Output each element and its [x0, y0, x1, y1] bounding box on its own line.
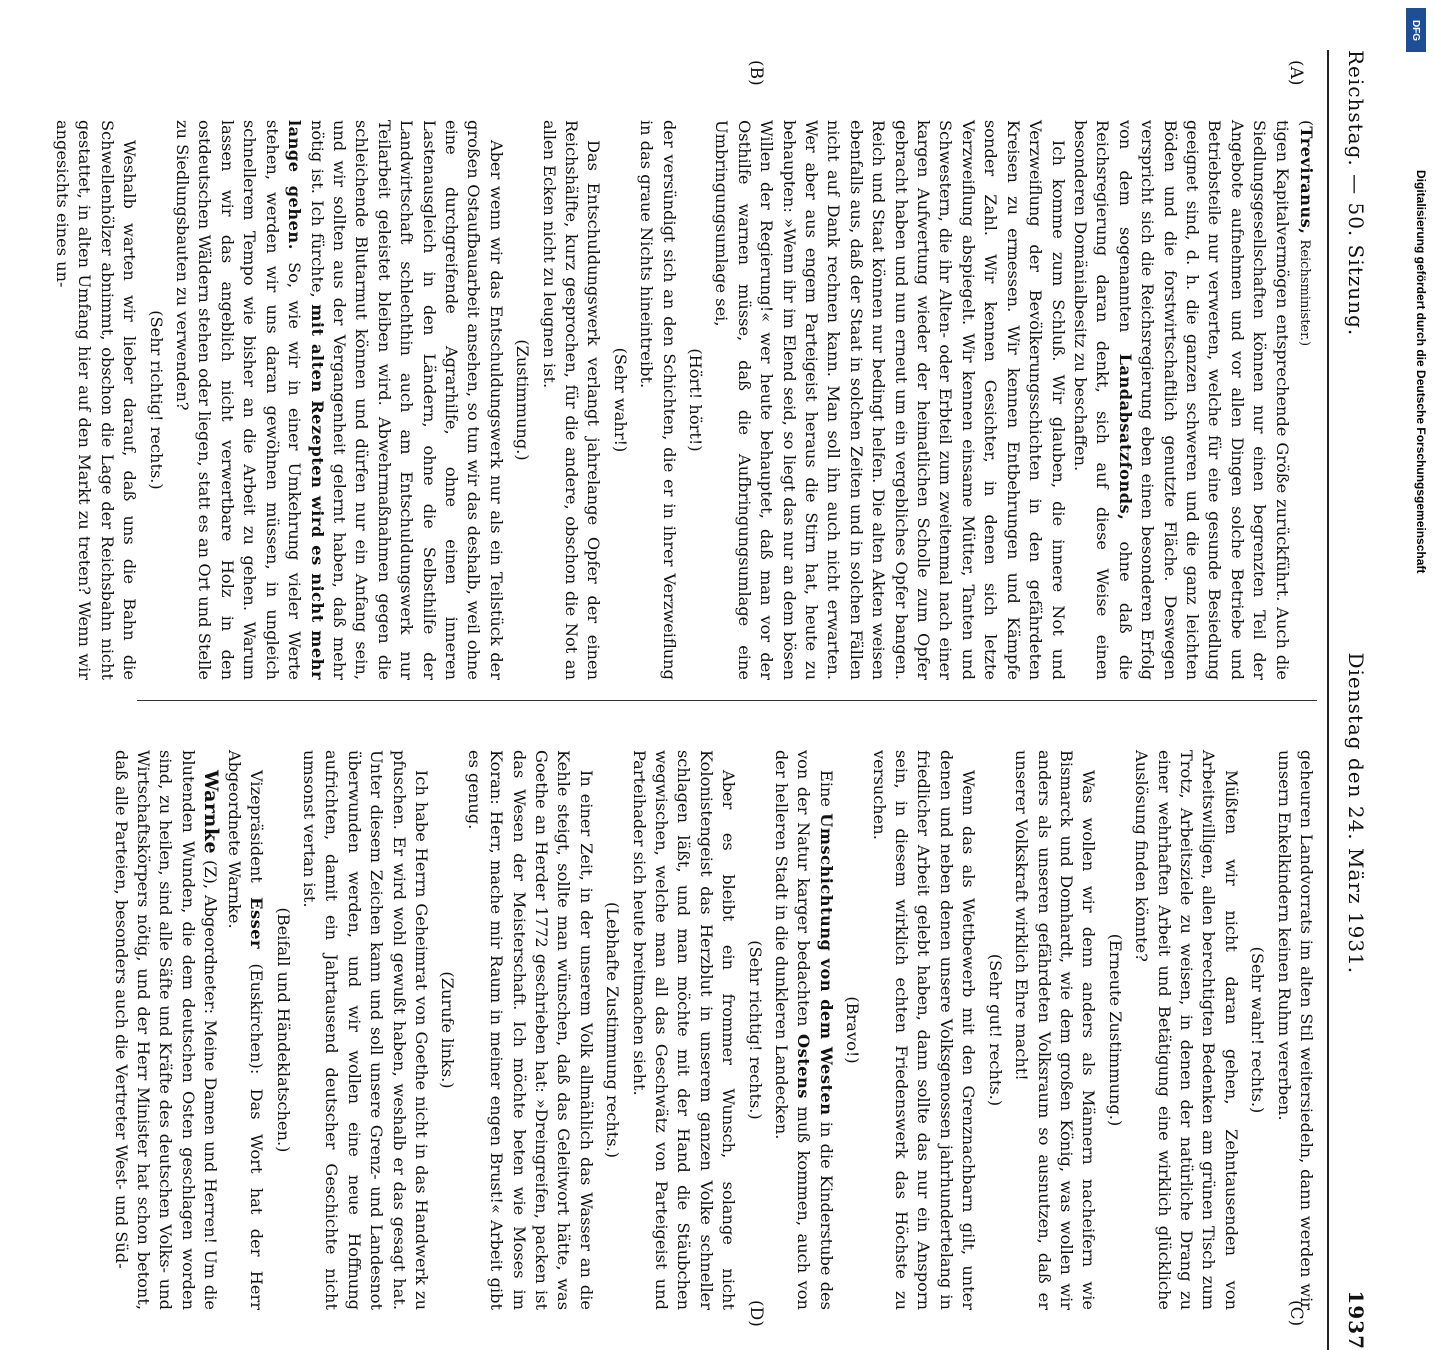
paragraph: Ich komme zum Schluß. Wir glauben, die innere Not und Verzweiflung der Bevölkerungsschichten in den gefährdeten Kreisen zu ermessen. Wir kennen Entbehrungen und Kämpfe sonder Zahl. Wir kennen Gesichter, in denen sich letzte Verzweiflung abspiegelt. Wir kennen einsame Mütter, Tanten und Schwestern, die ihr Alten- oder Erbteil zum zweitenmal nach einer kargen Aufwertung wieder der heimatlichen Scholle zum Opfer gebracht haben und nun erneut um ein vergebliches Opfer bangen. Reich und Staat können nur bedingt helfen. Die alten Akten weisen ebenfalls aus, daß der Staat in solchen Zeiten und in solchen Fällen nicht auf Dank rechnen kann. Man soll ihn auch nicht erwarten. Wer aber aus engem Parteigeist heraus die Stirn hat, heute zu behaupten: »Wenn ihr im Elend seid, so liegt das nur an dem bösen Willen der Regierung!« wer heute behauptet, daß man vor der Osthilfe warnen müsse, daß die Aufbringungsumlage eine Umbringungsumlage sei,	[712, 120, 1068, 680]
paragraph: Weshalb warten wir lieber darauf, daß uns die Bahn die Schwellenhölzer abnimmt, obschon die Lage der Reichsbahn nicht gestattet, in alten Umfang hier auf den Markt zu treten? Wenn wir angesichts eines un-	[53, 120, 140, 680]
margin-mark-d: (D)	[746, 1300, 766, 1327]
column-divider	[137, 700, 1317, 701]
paragraph: Aber es bleibt ein frommer Wunsch, solange nicht Kolonistengeist das Herzblut in unserem ganzen Volke schneller schlagen läßt, und man möchte mit der Hand die Stäubchen wegwischen, welche man all das Geschwätz von Parteigeist und Parteihader sich heute breitmachen sieht.	[629, 750, 739, 1310]
dfg-logo: DFG	[1406, 8, 1426, 52]
header-rule	[1327, 50, 1329, 1350]
bold-name: Esser	[247, 897, 267, 950]
paragraph: Vizepräsident Esser (Euskirchen): Das Wort hat der Herr Abgeordnete Warnke.	[224, 750, 267, 1310]
interjection: (Hört! hört!)	[686, 348, 706, 452]
left-column	[51, 120, 1317, 680]
interjection: (Sehr wahr!)	[610, 347, 630, 453]
interjection: (Beifall und Händeklatschen.)	[273, 907, 293, 1153]
paragraph: der versündigt sich an den Schichten, die er in ihrer Verzweiflung in das graue Nichts hineintreibt.	[637, 120, 679, 680]
interjection: (Zustimmung.)	[513, 339, 533, 461]
interjection: (Bravo!)	[843, 996, 863, 1064]
side-credit	[1404, 10, 1428, 990]
margin-mark-b: (B)	[746, 60, 766, 86]
paragraph: Aber wenn wir das Entschuldungswerk nur als ein Teilstück der großen Ostaufbauarbeit ansehen, so tun wir das deshalb, weil ohne eine durchgreifende Agrarhilfe, ohne einen inneren Lastenausgleich in den Ländern, ohne die Selbsthilfe der Landwirtschaft schlechthin auch am Entschuldungswerk nur Teilarbeit geleistet bleiben wird. Abwehrmaßnahmen gegen die schleichende Blutarmut können und dürfen nur ein Anfang sein, und wir sollten aus der Vergangenheit gelernt haben, daß mehr nötig ist. Ich fürchte, mit alten Rezepten wird es nicht mehr lange gehen. So, wie wir in einer Umkehrung vieler Werte stehen, werden wir uns daran gewöhnen müssen, in ungleich schnellerem Tempo wie bisher an die Arbeit zu gehen. Warum lassen wir das angeblich nicht verwertbare Holz in den ostdeutschen Wäldern stehen oder liegen, statt es an Ort und Stelle zu Siedlungsbauten zu verwenden?	[173, 120, 506, 680]
interjection: (Zurufe links.)	[438, 971, 458, 1089]
paragraph: Was wollen wir denn anders als Männern nacheifern wie Bismarck und Domhardt, wie dem großen König, was wollen wir anders als unseren gefährdeten Volksraum so ausnutzen, daß er unserer Volkskraft wirklich Ehre macht!	[1012, 750, 1099, 1310]
page-header	[1333, 50, 1367, 1350]
interjection: (Lebhafte Zustimmung rechts.)	[603, 901, 623, 1159]
bold-phrase: Umschichtung von dem Westen	[816, 813, 836, 1116]
bold-term: Ostens	[794, 1034, 814, 1099]
paragraph: Das Entschuldungswerk verlangt jahrelange Opfer der einen Reichshälfte, kurz gesprochen, für die andere, obschon die Not an allen Ecken nicht zu leugnen ist.	[539, 120, 604, 680]
bold-phrase: mit alten Rezepten wird es nicht mehr lange gehen.	[285, 120, 327, 680]
interjection: (Sehr gut! rechts.)	[985, 953, 1005, 1107]
interjection: (Sehr richtig! rechts.)	[146, 310, 166, 490]
page-number: 1937	[1344, 1290, 1368, 1350]
paragraph: tigen Kapitalvermögen entsprechende Größe zurückführt. Auch die Siedlungsgesellschaften können nur einen begrenzten Teil der Angebote aufnehmen und vor allen Dingen solche Betriebe und Betriebsteile nur verwerten, welche für eine gesunde Besiedlung geeignet sind, d. h. die ganzen schweren und die ganz leichten Böden und die forstwirtschaftlich genutzte Fläche. Deswegen verspricht sich die Reichsregierung eben einen besonderen Erfolg von dem sogenannten Landabsatzfonds, ohne daß die Reichsregierung daran denkt, sich auf diese Weise einen besonderen Domänialbesitz zu beschaffen.	[1070, 120, 1292, 680]
margin-mark-c: (C)	[1286, 1300, 1306, 1327]
interjection: (Sehr wahr! rechts.)	[1248, 946, 1268, 1114]
speaker-line: (Treviranus, Reichsminister.)	[1297, 120, 1316, 347]
speaker-name: Treviranus,	[1297, 126, 1316, 235]
funding-credit-text: Digitalisierung gefördert durch die Deutsche Forschungsgemeinschaft	[1414, 170, 1428, 574]
right-column	[109, 750, 1317, 1310]
interjection: (Erneute Zustimmung.)	[1105, 933, 1125, 1127]
margin-mark-a: (A)	[1286, 60, 1306, 86]
paragraph: Ich habe Herrn Geheimrat von Goethe nicht in das Handwerk zu pfuschen. Er wird wohl gewußt haben, weshalb er das gesagt hat. Unter diesem Zeichen kann und soll unsere Grenz- und Landesnot überwunden werden, und wir wollen eine neue Hoffnung aufrichten, damit ein Jahrtausend deutscher Geschichte nicht umsonst vertan ist.	[299, 750, 431, 1310]
paragraph: Wenn das als Wettbewerb mit den Grenznachbarn gilt, unter denen und neben denen unsere Volksgenossen jahrhundertelang in friedlicher Arbeit gelebt haben, dann sollte das nur ein Ansporn sein, in diesem wirklich echten Friedenswerk das Höchste zu versuchen.	[869, 750, 979, 1310]
header-left: Reichstag. — 50. Sitzung.	[1344, 50, 1368, 337]
paragraph: Müßten wir nicht daran gehen, Zehntausenden von Arbeitswilligen, allen berechtigten Bedenken am grünen Tisch zum Trotz, Arbeitsziele zu weisen, in denen der natürliche Drang zu einer wehrhaften Arbeit und Betätigung eine wirklich glückliche Auslösung finden könnte?	[1132, 750, 1241, 1310]
interjection: (Sehr richtig! rechts.)	[745, 940, 765, 1120]
paragraph: Eine Umschichtung von dem Westen in die Kinderstube des von der Natur karger bedachten Ostens muß kommen, auch von der helleren Stadt in die dunkleren Landecken.	[772, 750, 836, 1310]
bold-term: Landabsatzfonds,	[1115, 353, 1135, 521]
rotated-document-page	[53, 50, 1368, 1350]
paragraph: In einer Zeit, in der unserem Volk allmählich das Wasser an die Kehle steigt, sollte man wünschen, daß das Geleitwort hätte, was Goethe an Herder 1772 geschrieben hat: »Dreingreifen, packen ist das Wesen der Meisterschaft. Ich möchte beten wie Moses im Koran: Herr, mache mir Raum in meiner engen Brust!« Arbeit gibt es genug.	[464, 750, 596, 1310]
header-date: Dienstag den 24. März 1931.	[1344, 652, 1368, 975]
paragraph: Warnke (Z), Abgeordneter: Meine Damen und Herren! Um die blutenden Wunden, die dem deutschen Osten geschlagen worden sind, zu heilen, sind alle Säfte und Kräfte des deutschen Volks- und Wirtschaftskörpers nötig, und der Herr Minister hat schon betont, daß alle Parteien, besonders auch die Vertreter West- und Süd-	[111, 750, 223, 1310]
paragraph: geheuren Landvorrats im alten Stil weitersiedeln, dann werden wir unsern Enkelkindern keinen Ruhm vererben.	[1274, 750, 1316, 1310]
bold-name: Warnke	[200, 770, 223, 855]
speaker-role: Reichsminister.)	[1297, 239, 1312, 347]
